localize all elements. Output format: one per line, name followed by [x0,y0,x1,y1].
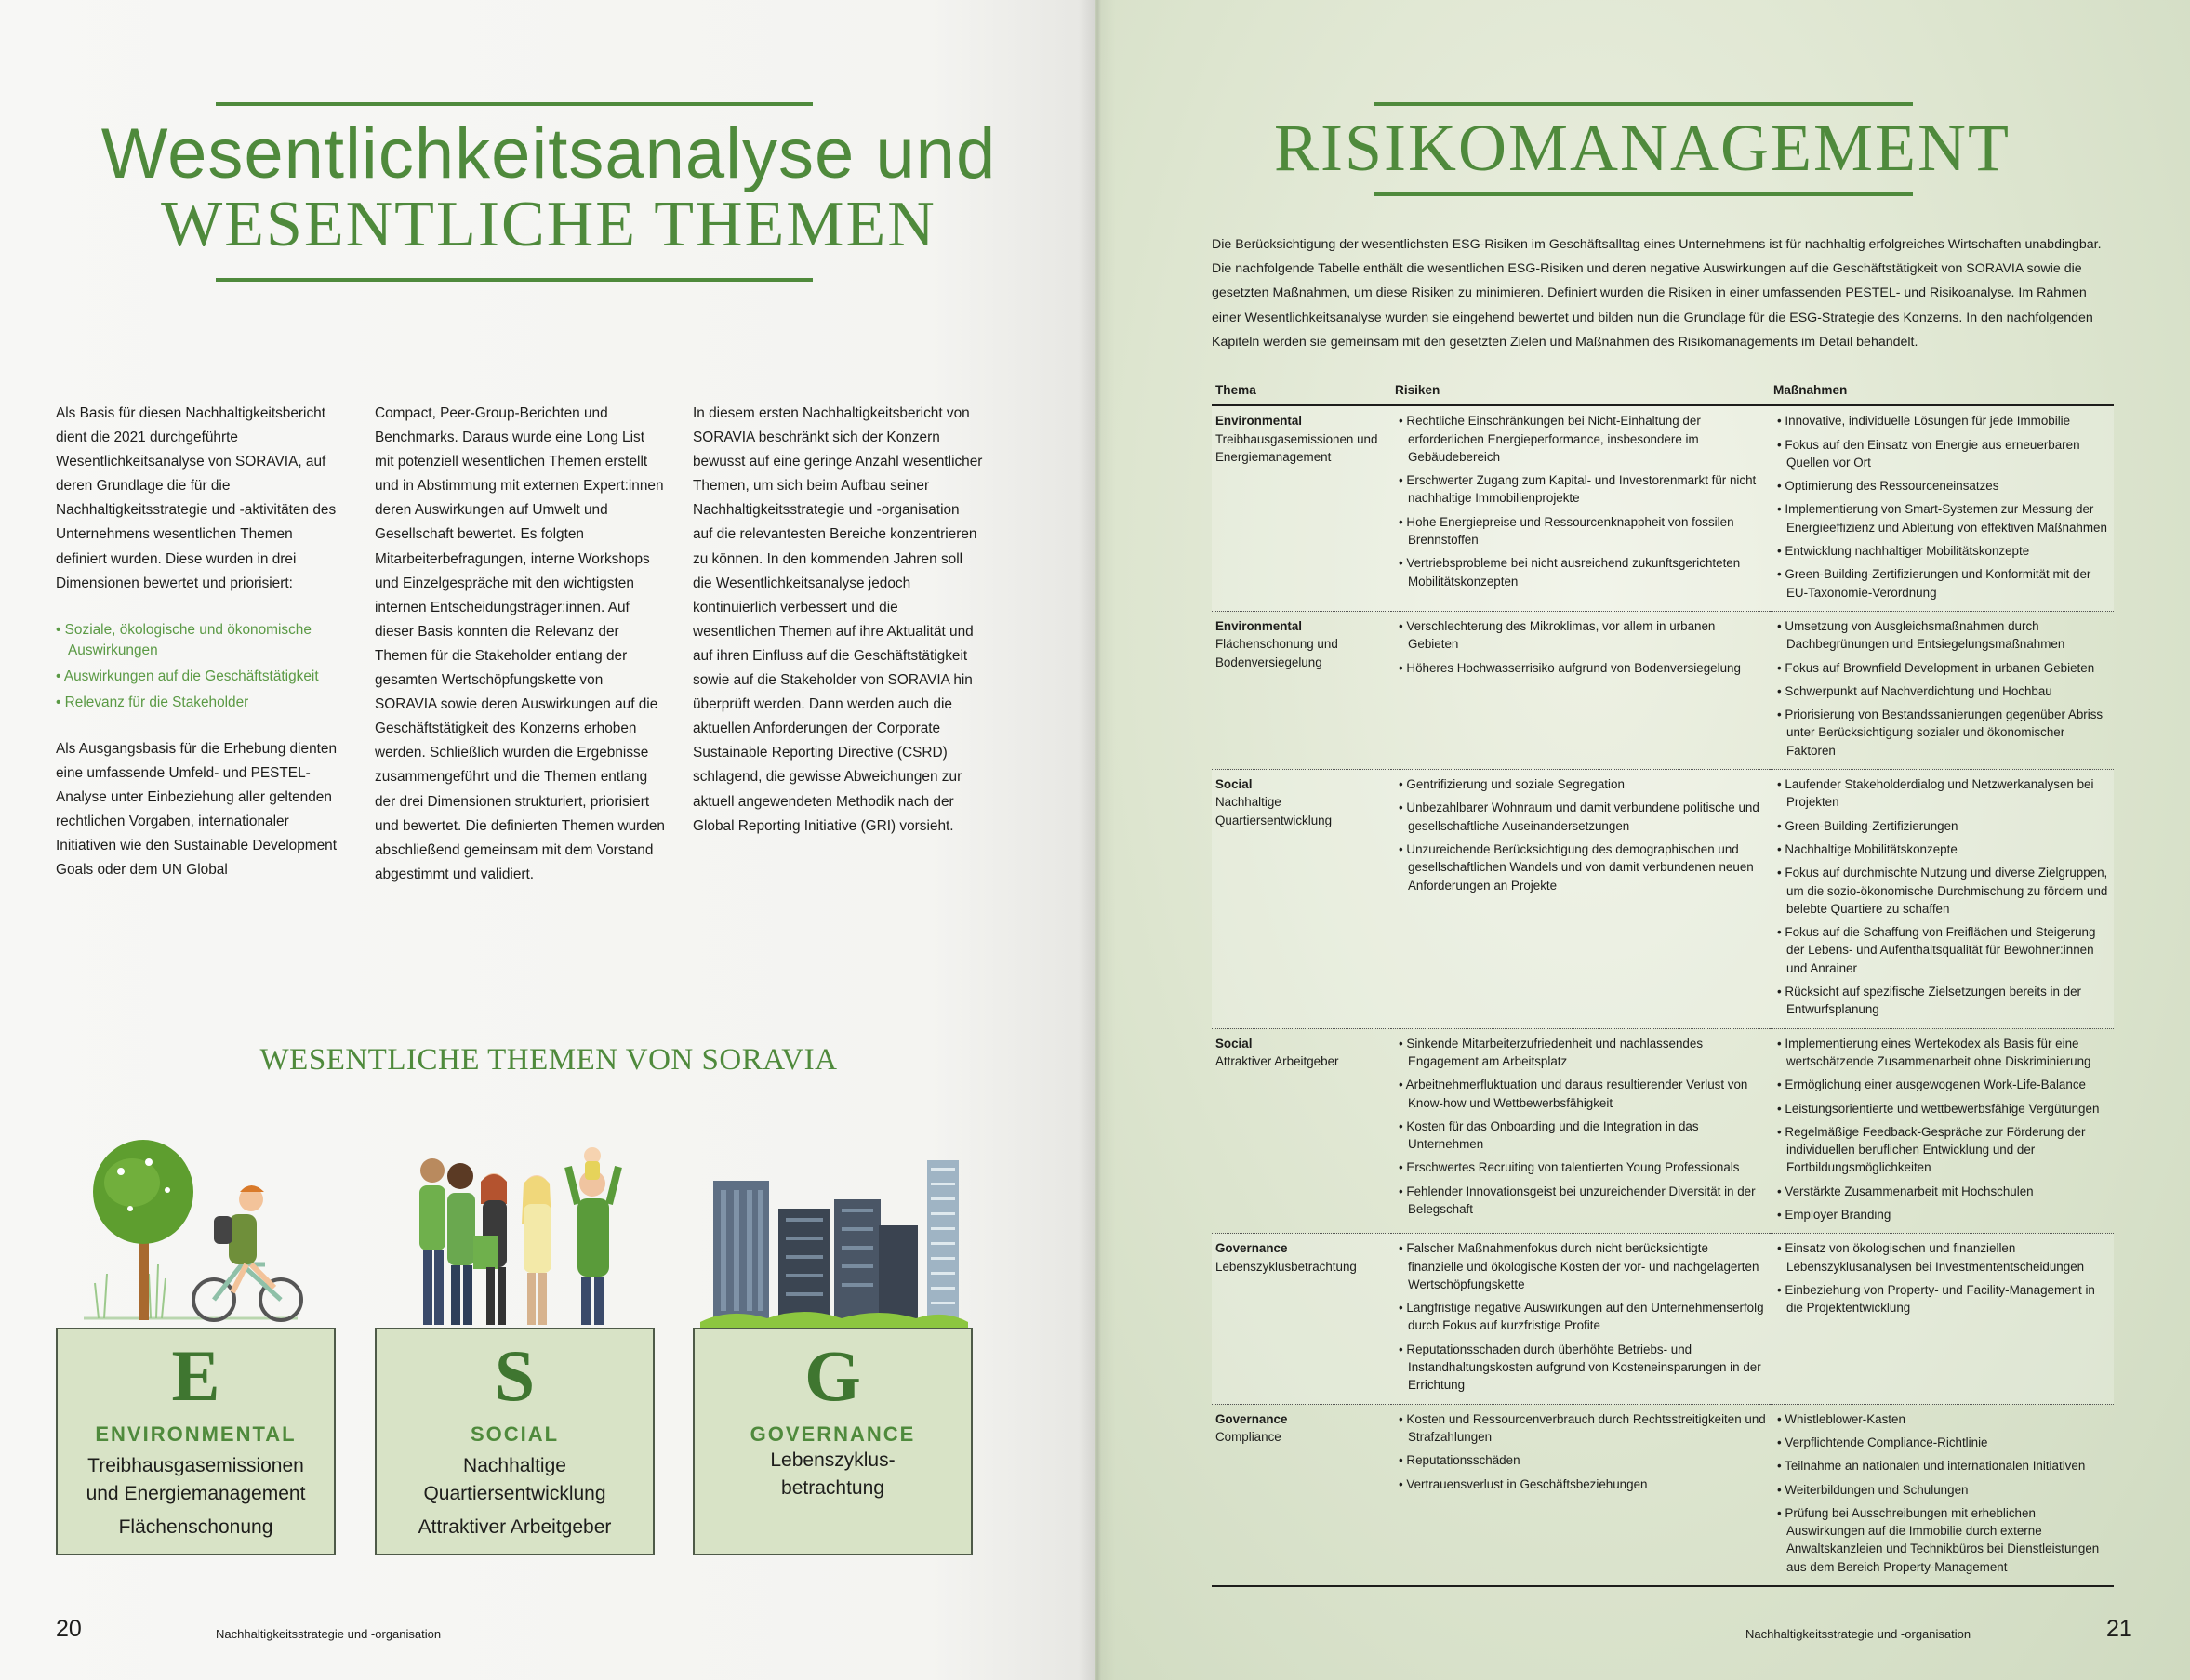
list-item: • Reputationsschäden [1395,1451,1766,1469]
risk-table [1212,377,2114,1587]
list-item: • Fokus auf den Einsatz von Energie aus erneuerbaren Quellen vor Ort [1773,436,2110,472]
page-title-line1: Wesentlichkeitsanalyse und [100,114,997,193]
text-column-2 [375,402,665,911]
table-row [1212,1404,2114,1586]
list-item: • Einbeziehung von Property- und Facility-Management in die Projektentwicklung [1773,1281,2110,1317]
paragraph: Als Basis für diesen Nachhaltigkeitsbericht dient die 2021 durchgeführte Wesentlichkeitsanalyse von SORAVIA, auf deren Grundlage die für die Nachhaltigkeitsstrategie und -aktivitäten des Unternehmens wesentlichen Themen definiert wurden. Diese wurden in drei Dimensionen bewertet und priorisiert: [56,405,337,591]
theme-topic: Compliance [1215,1429,1281,1444]
theme-category: Environmental [1215,414,1303,429]
list-item: • Auswirkungen auf die Geschäftstätigkeit [56,667,346,687]
list-item: • Fokus auf die Schaffung von Freiflächen und Steigerung der Lebens- und Aufenthaltsqualität für Bewohner:innen und Anrainer [1773,923,2110,977]
theme-category: Governance [1215,1411,1288,1426]
title-rule-top [216,102,813,106]
paragraph: In diesem ersten Nachhaltigkeitsbericht von SORAVIA beschränkt sich der Konzern bewusst auf eine geringe Anzahl wesentlicher Themen, um sich beim Aufbau seiner Nachhaltigkeitsstrategie und -organisation auf die relevantesten Bereiche konzentrieren zu können. In den kommenden Jahren soll die Wesentlichkeitsanalyse jedoch kontinuierlich verbessert und die wesentlichen Themen auf ihre Aktualität und auf ihren Einfluss auf die Geschäftstätigkeit sowie auf die Stakeholder von SORAVIA hin überprüft werden. Dann werden auch die aktuellen Anforderungen der Corporate Sustainable Reporting Directive (CSRD) schlagend, die gewisse Abweichungen zur aktuell angewendeten Methodik nach der Global Reporting Initiative (GRI) vorsieht. [693,405,983,834]
page-title-line2: WESENTLICHE THEMEN [161,189,936,260]
list-item: • Green-Building-Zertifizierungen [1773,817,2110,835]
list-item: • Regelmäßige Feedback-Gespräche zur Förderung der individuellen beruflichen Entwicklung und der Fortbildungsmöglichkeiten [1773,1123,2110,1177]
column-header: Maßnahmen [1770,377,2114,405]
page-footer: Nachhaltigkeitsstrategie und -organisation [1745,1627,1971,1641]
measures-cell-list [1773,412,2110,602]
page-footer: Nachhaltigkeitsstrategie und -organisation [216,1627,442,1641]
list-item: • Entwicklung nachhaltiger Mobilitätskonzepte [1773,542,2110,560]
text-column-1 [56,402,346,906]
esg-topic: Treibhausgasemissionen [87,1455,304,1476]
measures-cell-list [1773,775,2110,1019]
risks-cell [1391,405,1770,611]
theme-topic: Attraktiver Arbeitgeber [1215,1053,1339,1068]
list-item: • Arbeitnehmerfluktuation und daraus resultierender Verlust von Know-how und Wettbewerbsfähigkeit [1395,1076,1766,1112]
list-item: • Prüfung bei Ausschreibungen mit erheblichen Auswirkungen auf die Immobilie durch externe Anwaltskanzleien und Technikbüros bei Dienstleistungen aus dem Bereich Property-Management [1773,1504,2110,1576]
table-row [1212,611,2114,769]
measures-cell [1770,405,2114,611]
theme-cell [1212,1404,1391,1586]
table-header-row [1212,377,2114,405]
risks-cell-list [1395,1035,1766,1219]
risks-cell-list [1395,617,1766,677]
list-item: • Unzureichende Berücksichtigung des demographischen und gesellschaftlichen Wandels und von damit verbundenen neuen Anforderungen an Projekte [1395,840,1766,894]
measures-cell-list [1773,1239,2110,1316]
list-item: • Reputationsschaden durch überhöhte Betriebs- und Instandhaltungskosten aufgrund von Kosteneinsparungen in der Errichtung [1395,1341,1766,1395]
list-item: • Teilnahme an nationalen und internationalen Initiativen [1773,1457,2110,1475]
esg-box-social [375,1328,655,1555]
list-item: • Verstärkte Zusammenarbeit mit Hochschulen [1773,1183,2110,1200]
theme-cell [1212,1028,1391,1234]
measures-cell [1770,1404,2114,1586]
list-item: • Hohe Energiepreise und Ressourcenknappheit von fossilen Brennstoffen [1395,513,1766,549]
esg-box-governance [693,1328,973,1555]
risks-cell [1391,1404,1770,1586]
measures-cell [1770,770,2114,1029]
column-header: Thema [1212,377,1391,405]
list-item: • Whistleblower-Kasten [1773,1410,2110,1428]
theme-category: Social [1215,777,1253,792]
list-item: • Rücksicht auf spezifische Zielsetzungen bereits in der Entwurfsplanung [1773,983,2110,1019]
list-item: • Erschwertes Recruiting von talentierten Young Professionals [1395,1158,1766,1176]
esg-topic: und Energiemanagement [86,1483,306,1504]
esg-topic: Attraktiver Arbeitgeber [418,1516,612,1538]
page-number: 21 [2106,1616,2132,1642]
risks-cell-list [1395,1410,1766,1493]
dimension-list [56,620,346,713]
theme-topic: Lebenszyklusbetrachtung [1215,1259,1357,1274]
paragraph: Compact, Peer-Group-Berichten und Benchmarks. Daraus wurde eine Long List mit potenziell wesentlichen Themen erstellt und in Abstimmung mit externen Expert:innen deren Auswirkungen auf Umwelt und Gesellschaft bewertet. Es folgten Mitarbeiterbefragungen, interne Workshops und Einzelgespräche mit den wichtigsten internen Entscheidungsträger:innen. Auf dieser Basis konnten die Relevanz der Themen für die Stakeholder entlang der gesamten Wertschöpfungskette von SORAVIA sowie deren Auswirkungen auf die Geschäftstätigkeit des Konzerns erhoben werden. Schließlich wurden die Ergebnisse zusammengeführt und die Themen entlang der drei Dimensionen strukturiert, priorisiert und bewertet. Die definierten Themen wurden abschließend gemeinsam mit dem Vorstand abgestimmt und validiert. [375,405,665,882]
list-item: • Kosten und Ressourcenverbrauch durch Rechtsstreitigkeiten und Strafzahlungen [1395,1410,1766,1447]
table-row [1212,405,2114,611]
table-row [1212,1028,2114,1234]
theme-category: Social [1215,1036,1253,1051]
right-page [1095,0,2190,1680]
list-item: • Umsetzung von Ausgleichsmaßnahmen durch Dachbegrünungen und Entsiegelungsmaßnahmen [1773,617,2110,654]
list-item: • Green-Building-Zertifizierungen und Konformität mit der EU-Taxonomie-Verordnung [1773,565,2110,602]
risks-cell-list [1395,775,1766,894]
list-item: • Employer Branding [1773,1206,2110,1224]
buildings-illustration [693,1153,972,1331]
cyclist-illustration [65,1134,316,1331]
title-rule-top [1374,102,1913,106]
theme-category: Governance [1215,1241,1288,1256]
list-item: • Verpflichtende Compliance-Richtlinie [1773,1434,2110,1451]
book-spine-shadow [1079,0,1116,1680]
esg-letter: E [171,1335,220,1416]
esg-topic: Quartiersentwicklung [423,1483,606,1504]
list-item: • Implementierung von Smart-Systemen zur Messung der Energieeffizienz und Ableitung von effektiven Maßnahmen [1773,500,2110,536]
title-rule-bottom [1374,192,1913,196]
page-number: 20 [56,1616,82,1642]
risks-cell [1391,611,1770,769]
column-header: Risiken [1391,377,1770,405]
list-item: • Laufender Stakeholderdialog und Netzwerkanalysen bei Projekten [1773,775,2110,812]
table-row [1212,770,2114,1029]
list-item: • Einsatz von ökologischen und finanziellen Lebenszyklusanalysen bei Investmententscheidungen [1773,1239,2110,1276]
esg-topic: Lebenszyklus- [770,1449,896,1471]
esg-letter: S [494,1335,536,1416]
page-title: RISIKOMANAGEMENT [1274,111,2011,185]
esg-dimension: ENVIRONMENTAL [95,1422,297,1446]
list-item: • Erschwerter Zugang zum Kapital- und Investorenmarkt für nicht nachhaltige Immobilienprojekte [1395,471,1766,508]
list-item: • Fehlender Innovationsgeist bei unzureichender Diversität in der Belegschaft [1395,1183,1766,1219]
esg-topic: betrachtung [781,1477,884,1499]
list-item: • Relevanz für die Stakeholder [56,693,346,713]
list-item: • Sinkende Mitarbeiterzufriedenheit und nachlassendes Engagement am Arbeitsplatz [1395,1035,1766,1071]
list-item: • Falscher Maßnahmenfokus durch nicht berücksichtigte finanzielle und ökologische Kosten der vor- und nachgelagerten Wertschöpfungskette [1395,1239,1766,1293]
measures-cell-list [1773,1410,2110,1576]
measures-cell [1770,611,2114,769]
list-item: • Kosten für das Onboarding und die Integration in das Unternehmen [1395,1118,1766,1154]
measures-cell [1770,1234,2114,1404]
theme-cell [1212,611,1391,769]
risks-cell [1391,770,1770,1029]
list-item: • Ermöglichung einer ausgewogenen Work-Life-Balance [1773,1076,2110,1093]
measures-cell [1770,1028,2114,1234]
list-item: • Gentrifizierung und soziale Segregation [1395,775,1766,793]
esg-box-environmental [56,1328,336,1555]
list-item: • Vertrauensverlust in Geschäftsbeziehungen [1395,1475,1766,1493]
list-item: • Weiterbildungen und Schulungen [1773,1481,2110,1499]
risks-cell-list [1395,1239,1766,1394]
theme-topic: Nachhaltige Quartiersentwicklung [1215,795,1333,827]
risks-cell [1391,1028,1770,1234]
section-subheading: WESENTLICHE THEMEN VON SORAVIA [259,1043,838,1077]
list-item: • Leistungsorientierte und wettbewerbsfähige Vergütungen [1773,1100,2110,1118]
risks-cell-list [1395,412,1766,590]
title-rule-bottom [216,278,813,282]
list-item: • Rechtliche Einschränkungen bei Nicht-Einhaltung der erforderlichen Energieperformance, insbesondere im Gebäudebereich [1395,412,1766,466]
list-item: • Verschlechterung des Mikroklimas, vor allem in urbanen Gebieten [1395,617,1766,654]
esg-dimension: SOCIAL [470,1422,560,1446]
list-item: • Höheres Hochwasserrisiko aufgrund von Bodenversiegelung [1395,659,1766,677]
esg-topic: Flächenschonung [118,1516,273,1538]
theme-cell [1212,770,1391,1029]
list-item: • Priorisierung von Bestandssanierungen gegenüber Abriss unter Berücksichtigung sozialer und ökonomischer Faktoren [1773,706,2110,760]
theme-topic: Flächenschonung und Bodenversiegelung [1215,637,1338,669]
text-column-3 [693,402,983,863]
esg-dimension: GOVERNANCE [750,1422,916,1446]
list-item: • Optimierung des Ressourceneinsatzes [1773,477,2110,495]
list-item: • Schwerpunkt auf Nachverdichtung und Hochbau [1773,682,2110,700]
list-item: • Langfristige negative Auswirkungen auf den Unternehmenserfolg durch Fokus auf kurzfristige Profite [1395,1299,1766,1335]
people-illustration [395,1139,656,1331]
list-item: • Soziale, ökologische und ökonomische Auswirkungen [56,620,346,661]
esg-topic: Nachhaltige [463,1455,566,1476]
measures-cell-list [1773,617,2110,760]
list-item: • Fokus auf durchmischte Nutzung und diverse Zielgruppen, um die sozio-ökonomische Durchmischung zu fördern und belebte Quartiere zu schaffen [1773,864,2110,918]
paragraph: Als Ausgangsbasis für die Erhebung dienten eine umfassende Umfeld- und PESTEL-Analyse unter Einbeziehung aller geltenden rechtlichen Vorgaben, internationaler Initiativen wie den Sustainable Development Goals oder dem UN Global [56,740,338,879]
measures-cell-list [1773,1035,2110,1224]
theme-cell [1212,1234,1391,1404]
table-row [1212,1234,2114,1404]
list-item: • Innovative, individuelle Lösungen für jede Immobilie [1773,412,2110,430]
risks-cell [1391,1234,1770,1404]
list-item: • Unbezahlbarer Wohnraum und damit verbundene politische und gesellschaftliche Auseinandersetzungen [1395,799,1766,835]
list-item: • Implementierung eines Wertekodex als Basis für eine wertschätzende Zusammenarbeit ohne Diskriminierung [1773,1035,2110,1071]
esg-letter: G [804,1335,861,1416]
list-item: • Nachhaltige Mobilitätskonzepte [1773,840,2110,858]
list-item: • Fokus auf Brownfield Development in urbanen Gebieten [1773,659,2110,677]
theme-topic: Treibhausgasemissionen und Energiemanagement [1215,431,1378,464]
list-item: • Vertriebsprobleme bei nicht ausreichend zukunftsgerichteten Mobilitätskonzepten [1395,554,1766,590]
theme-category: Environmental [1215,618,1303,633]
intro-paragraph: Die Berücksichtigung der wesentlichsten ESG-Risiken im Geschäftsalltag eines Unternehmens ist für nachhaltig erfolgreiches Wirtschaften unabdingbar. Die nachfolgende Tabelle enthält die wesentlichen ESG-Risiken und deren negative Auswirkungen auf die Geschäftstätigkeit von SORAVIA sowie die gesetzten Maßnahmen, um diese Risiken zu minimieren. Definiert wurden die Risiken in einer umfassenden PESTEL- und Risikoanalyse. Im Rahmen einer Wesentlichkeitsanalyse wurden sie eingehend bewertet und bilden nun die Grundlage für die ESG-Strategie des Konzerns. In den nachfolgenden Kapiteln werden sie gemeinsam mit den gesetzten Zielen und Maßnahmen des Risikomanagements im Detail behandelt. [1212,237,2102,350]
risk-table-body [1212,405,2114,1586]
theme-cell [1212,405,1391,611]
